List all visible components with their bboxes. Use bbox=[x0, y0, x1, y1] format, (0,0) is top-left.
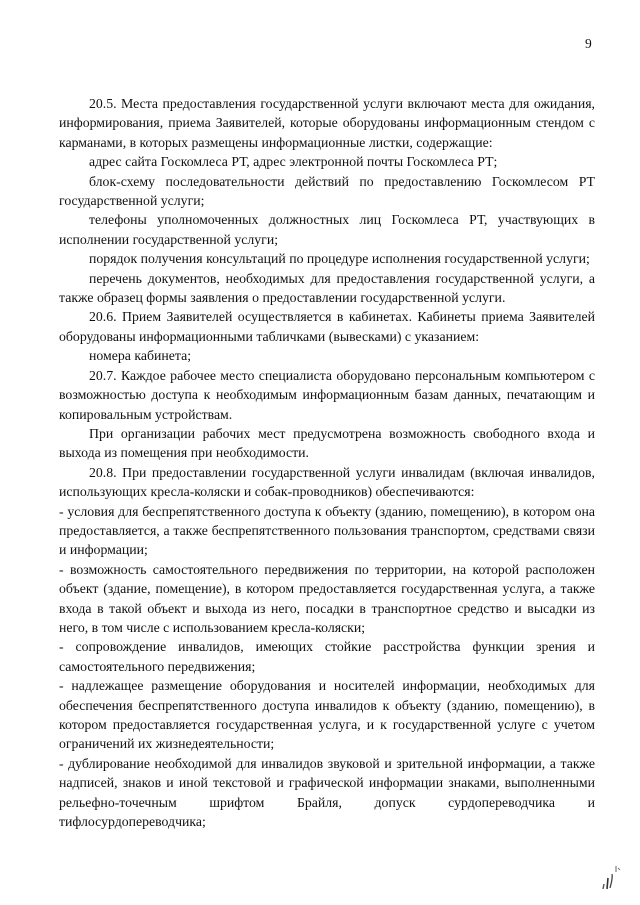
list-item-flowchart: блок-схему последовательности действий по предоставлению Госкомлесом РТ государственной услуги; bbox=[59, 173, 595, 209]
bullet-independent-movement: - возможность самостоятельного передвижения по территории, на которой расположен объект (здание, помещение), в котором предоставляется государственная услуга, а также входа в такой объект и выхода из него, посадки в транспортное средство и высадки из него, в том числе с использованием кресла-коляски; bbox=[59, 561, 595, 635]
list-item-documents: перечень документов, необходимых для предоставления государственной услуги, а также образец формы заявления о предоставлении государственной услуги. bbox=[59, 270, 595, 306]
paragraph-20-6: 20.6. Прием Заявителей осуществляется в кабинетах. Кабинеты приема Заявителей оборудованы информационными табличками (вывесками) с указанием: bbox=[59, 309, 595, 344]
paragraph-20-5: 20.5. Места предоставления государственной услуги включают места для ожидания, информирования, приема Заявителей, которые оборудованы информационным стендом с карманами, в которых размещены информационные листки, содержащие: bbox=[59, 96, 595, 150]
bullet-information-duplication: - дублирование необходимой для инвалидов звуковой и зрительной информации, а также надписей, знаков и иной текстовой и графической информации знаками, выполненными рельефно-точечным шрифтом Брайля, допуск сурдопереводчика и тифлосурдопереводчика; bbox=[59, 755, 595, 830]
paragraph-20-8: 20.8. При предоставлении государственной услуги инвалидам (включая инвалидов, использующих кресла-коляски и собак-проводников) обеспечиваются: bbox=[59, 464, 595, 500]
bullet-escort: - сопровождение инвалидов, имеющих стойкие расстройства функции зрения и самостоятельного передвижения; bbox=[59, 639, 595, 674]
bullet-equipment-placement: - надлежащее размещение оборудования и носителей информации, необходимых для обеспечения беспрепятственного доступа инвалидов к объекту (зданию, помещению), в котором предоставляется государственная услуга, и к государственной услуге с учетом ограничений их жизнедеятельности; bbox=[59, 678, 595, 752]
paragraph-workplace-access: При организации рабочих мест предусмотрена возможность свободного входа и выхода из помещения при необходимости. bbox=[59, 425, 595, 461]
document-body bbox=[59, 94, 595, 831]
list-item-site-address: адрес сайта Госкомлеса РТ, адрес электронной почты Госкомлеса РТ; bbox=[89, 154, 498, 170]
list-item-room-number: номера кабинета; bbox=[89, 348, 192, 364]
bullet-unobstructed-access: - условия для беспрепятственного доступа к объекту (зданию, помещению), в котором она предоставляется, а также беспрепятственного пользования транспортом, средствами связи и информации; bbox=[59, 503, 595, 558]
handwritten-mark bbox=[598, 862, 622, 890]
paragraph-20-7: 20.7. Каждое рабочее место специалиста оборудовано персональным компьютером с возможностью доступа к необходимым информационным базам данных, печатающим и копировальным устройствам. bbox=[59, 367, 595, 422]
list-item-consultation-order: порядок получения консультаций по процедуре исполнения государственной услуги; bbox=[89, 251, 590, 267]
list-item-phones: телефоны уполномоченных должностных лиц Госкомлеса РТ, участвующих в исполнении государственной услуги; bbox=[59, 212, 595, 247]
page-number: 9 bbox=[585, 36, 592, 51]
